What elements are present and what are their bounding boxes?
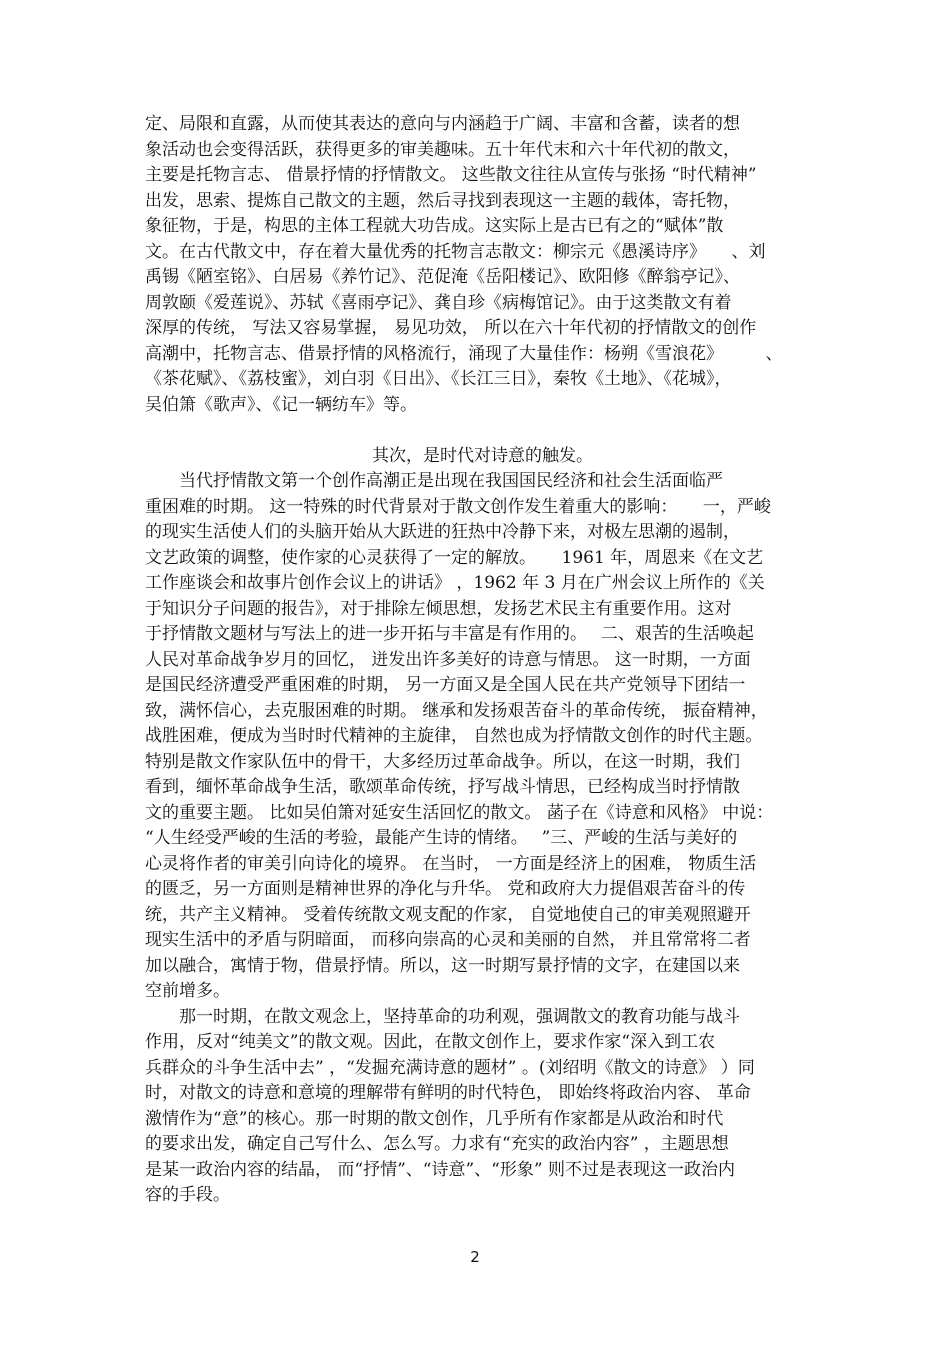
text-line: 文的重要主题。 比如吴伯箫对延安生活回忆的散文。 菡子在《诗意和风格》 中说： (145, 802, 774, 823)
text-line: 兵群众的斗争生活中去” ，“发掘充满诗意的题材” 。(刘绍明《散文的诗意》 ）同 (145, 1057, 755, 1078)
text-line: 空前增多。 (145, 981, 230, 1001)
text-line: 周敦颐《爱莲说》、苏轼《喜雨亭记》、龚自珍《病梅馆记》。由于这类散文有着 (145, 292, 732, 313)
text-line: 于抒情散文题材与写法上的进一步开拓与丰富是有作用的。 二、艰苦的生活唤起 (145, 624, 754, 644)
text-line: 的要求出发，确定自己写什么、怎么写。力求有“充实的政治内容” ，主题思想 (145, 1134, 729, 1154)
text-line: 禹锡《陋室铭》、白居易《养竹记》、范促淹《岳阳楼记》、欧阳修《醉翁亭记》、 (145, 267, 740, 287)
page-number: 2 (470, 1248, 480, 1266)
text-line: 是某一政治内容的结晶， 而“抒情”、“诗意”、“形象” 则不过是表现这一政治内 (145, 1159, 735, 1180)
text-line: 象征物，于是，构思的主体工程就大功告成。这实际上是古已有之的“赋体”散 (145, 216, 724, 236)
text-line: 人民对革命战争岁月的回忆， 迸发出许多美好的诗意与情思。 这一时期，一方面 (145, 649, 751, 670)
text-line: 深厚的传统， 写法又容易掌握， 易见功效， 所以在六十年代初的抒情散文的创作 (145, 318, 757, 338)
text-line: 文。在古代散文中，存在着大量优秀的托物言志散文：柳宗元《愚溪诗序》 、刘 (145, 241, 766, 262)
text-line: 看到，缅怀革命战争生活，歌颂革命传统，抒写战斗情思，已经构成当时抒情散 (145, 777, 740, 797)
text-line: 致，满怀信心，去克服困难的时期。 继承和发扬艰苦奋斗的革命传统， 振奋精神， (145, 700, 768, 721)
text-line: 出发，思索、提炼自己散文的主题，然后寻找到表现这一主题的载体，寄托物， (145, 190, 740, 211)
text-line: 心灵将作者的审美引向诗化的境界。 在当时， 一方面是经济上的困难， 物质生活 (145, 853, 757, 874)
text-line: 容的手段。 (145, 1185, 230, 1205)
text-line: 《茶花赋》、《荔枝蜜》，刘白羽《日出》、《长江三日》，秦牧《土地》、《花城》， (145, 369, 732, 389)
text-line: 主要是托物言志、 借景抒情的抒情散文。 这些散文往往从宣传与张扬 “时代精神” (145, 165, 757, 185)
text-line: 战胜困难，便成为当时时代精神的主旋律， 自然也成为抒情散文创作的时代主题。 (145, 726, 763, 746)
text-line: 统，共产主义精神。 受着传统散文观支配的作家， 自觉地使自己的审美观照避开 (145, 904, 751, 925)
text-line: 的匮乏，另一方面则是精神世界的净化与升华。 党和政府大力提倡艰苦奋斗的传 (145, 879, 746, 899)
text-line: 是国民经济遭受严重困难的时期， 另一方面又是全国人民在共产党领导下团结一 (145, 675, 746, 695)
text-line: 特别是散文作家队伍中的骨干，大多经历过革命战争。所以，在这一时期，我们 (145, 751, 740, 772)
text-line: 工作座谈会和故事片创作会议上的讲话》 ，1962 年 3 月在广州会议上所作的《关 (145, 573, 765, 593)
text-line: 激情作为“意”的核心。那一时期的散文创作，几乎所有作家都是从政治和时代 (145, 1108, 724, 1129)
text-line: 那一时期，在散文观念上，坚持革命的功利观，强调散文的教育功能与战斗 (179, 1006, 740, 1027)
text-line: 吴伯箫《歌声》、《记一辆纺车》等。 (145, 394, 417, 415)
text-line: 重困难的时期。 这一特殊的时代背景对于散文创作发生着重大的影响： 一，严峻 (145, 496, 771, 517)
text-line: 定、局限和直露，从而使其表达的意向与内涵趋于广阔、丰富和含蓄，读者的想 (145, 114, 740, 134)
text-line: 加以融合，寓情于物，借景抒情。所以，这一时期写景抒情的文字，在建国以来 (145, 955, 740, 976)
text-line: 文艺政策的调整，使作家的心灵获得了一定的解放。 1961 年，周恩来《在文艺 (145, 547, 764, 568)
text-line: 于知识分子问题的报告》，对于排除左倾思想，发扬艺术民主有重要作用。这对 (145, 598, 732, 619)
text-line: 象活动也会变得活跃，获得更多的审美趣味。五十年代末和六十年代初的散文， (145, 139, 740, 160)
text-line: 其次，是时代对诗意的触发。 (372, 445, 593, 466)
text-line: 作用，反对“纯美文”的散文观。因此，在散文创作上，要求作家“深入到工农 (145, 1032, 716, 1052)
text-line: 当代抒情散文第一个创作高潮正是出现在我国国民经济和社会生活面临严 (179, 471, 723, 491)
text-line: “人生经受严峻的生活的考验，最能产生诗的情绪。 ”三、严峻的生活与美好的 (145, 828, 738, 848)
text-line: 现实生活中的矛盾与阴暗面， 而移向崇高的心灵和美丽的自然， 并且常常将二者 (145, 930, 751, 950)
text-line: 高潮中，托物言志、借景抒情的风格流行，涌现了大量佳作：杨朔《雪浪花》 、 (145, 343, 783, 364)
text-line: 的现实生活使人们的头脑开始从大跃进的狂热中冷静下来，对极左思潮的遏制， (145, 522, 740, 542)
text-line: 时，对散文的诗意和意境的理解带有鲜明的时代特色， 即始终将政治内容、 革命 (145, 1083, 751, 1103)
